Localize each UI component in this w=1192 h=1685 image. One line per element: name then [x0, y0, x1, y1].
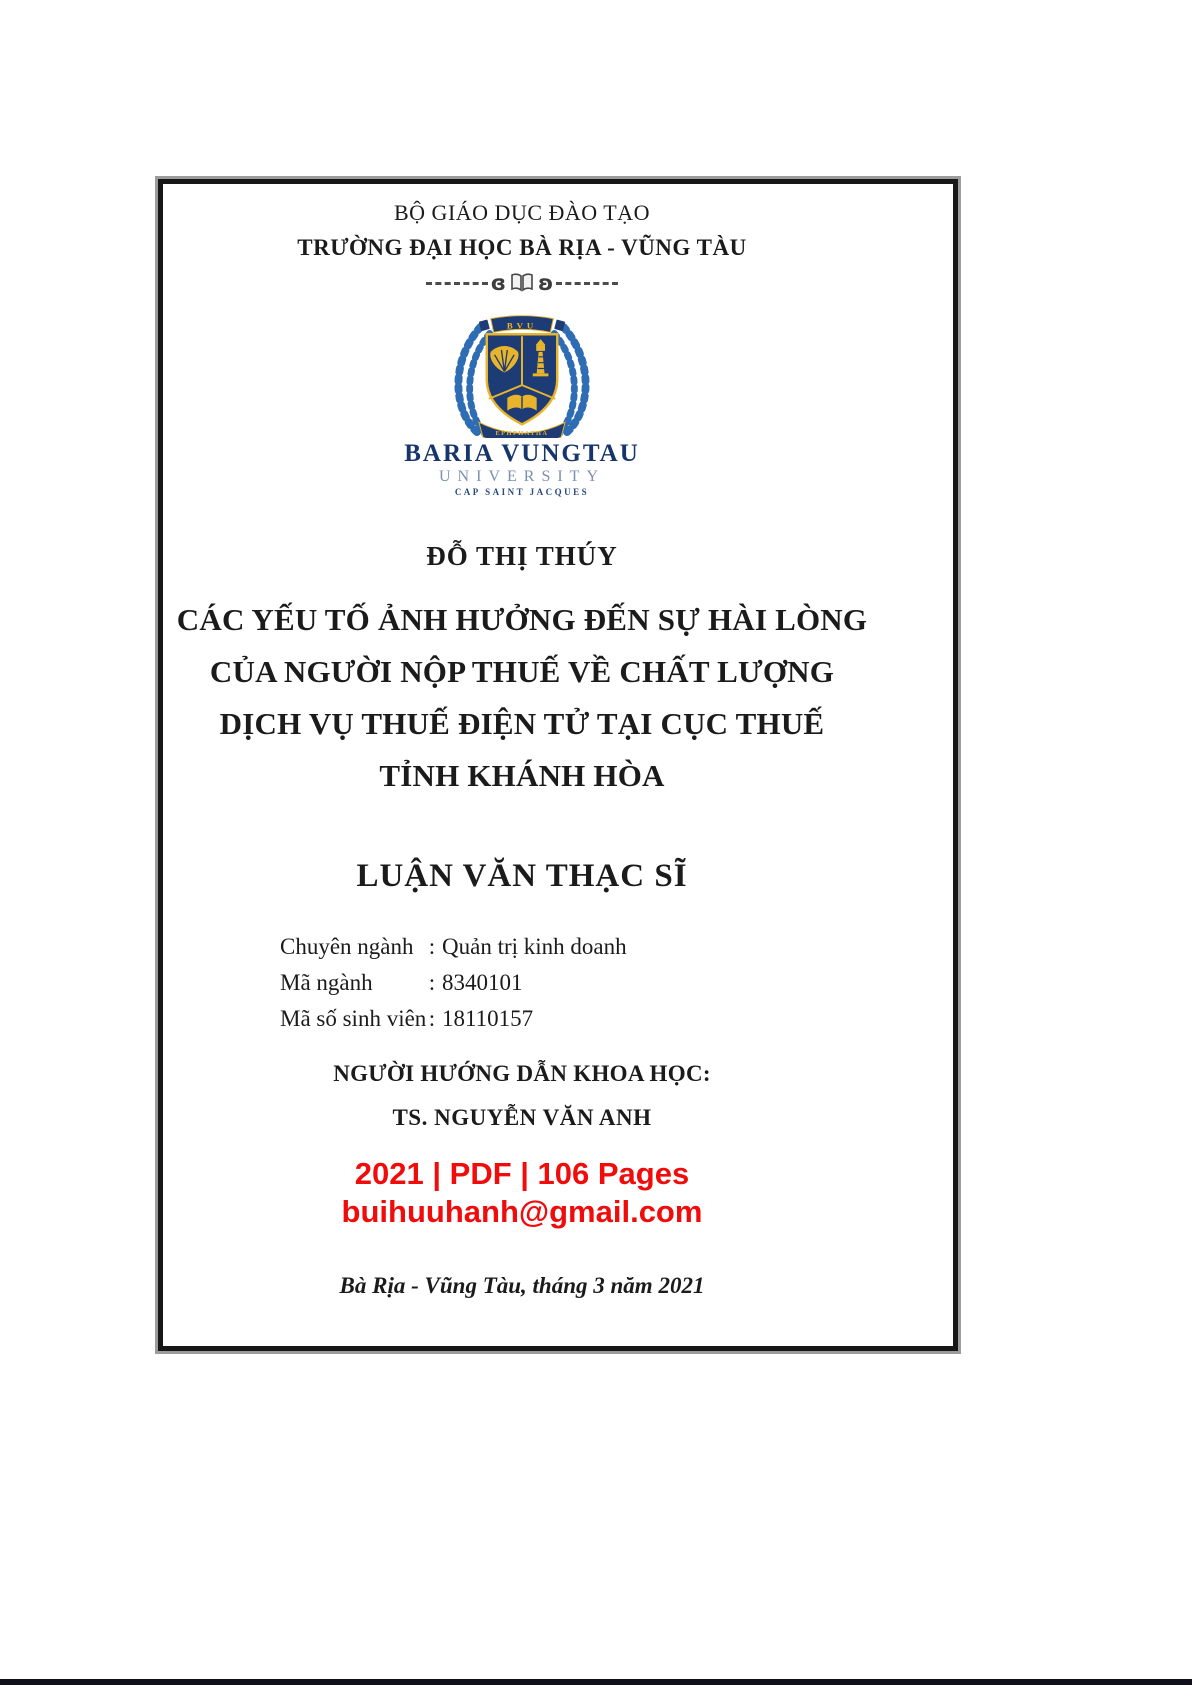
bottom-edge-bar: [0, 1679, 1192, 1685]
logo-wordmark-tagline: CAP SAINT JACQUES: [454, 487, 590, 497]
ornament-divider: [163, 270, 881, 296]
detail-row: [280, 1001, 881, 1037]
watermark-email: buihuuhanh@gmail.com: [341, 1194, 703, 1229]
detail-label: Mã số sinh viên: [280, 1006, 427, 1031]
watermark-info: [163, 1155, 881, 1231]
author-name: ĐỖ THỊ THÚY: [426, 541, 618, 571]
detail-row: [280, 965, 881, 1001]
university-logo: [163, 301, 881, 497]
ministry-name: BỘ GIÁO DỤC ĐÀO TẠO: [394, 200, 650, 225]
detail-separator: :: [428, 970, 436, 995]
degree-heading: LUẬN VĂN THẠC SĨ: [356, 858, 688, 894]
footer-place-date: Bà Rịa - Vũng Tàu, tháng 3 năm 2021: [339, 1273, 705, 1298]
ornament-dash-line: [556, 282, 618, 285]
supervisor-name: TS. NGUYỄN VĂN ANH: [392, 1105, 652, 1130]
thesis-title-line: DỊCH VỤ THUẾ ĐIỆN TỬ TẠI CỤC THUẾ: [219, 706, 825, 741]
thesis-title-line: CỦA NGƯỜI NỘP THUẾ VỀ CHẤT LƯỢNG: [209, 654, 835, 689]
logo-wordmark-primary: BARIA VUNGTAU: [404, 440, 640, 467]
detail-label: Chuyên ngành: [280, 934, 414, 959]
details-list: [280, 929, 881, 1037]
detail-value: Quản trị kinh doanh: [442, 934, 627, 959]
thesis-title-line: TỈNH KHÁNH HÒA: [379, 758, 665, 793]
page-frame: [158, 179, 958, 1351]
logo-wordmark-secondary: UNIVERSITY: [439, 468, 605, 485]
ornament-flourish-left: ɞ: [490, 270, 506, 295]
ornament-dash-line: [426, 282, 488, 285]
university-name: TRƯỜNG ĐẠI HỌC BÀ RỊA - VŨNG TÀU: [297, 235, 747, 260]
detail-label: Mã ngành: [280, 970, 373, 995]
bvu-emblem-icon: [424, 301, 620, 438]
detail-separator: :: [428, 934, 436, 959]
detail-separator: :: [428, 1006, 436, 1031]
supervisor-heading: NGƯỜI HƯỚNG DẪN KHOA HỌC:: [333, 1061, 711, 1086]
thesis-title-line: CÁC YẾU TỐ ẢNH HƯỞNG ĐẾN SỰ HÀI LÒNG: [176, 602, 868, 637]
open-book-icon: [509, 272, 535, 294]
logo-monogram: BVU: [506, 320, 538, 331]
detail-row: [280, 929, 881, 965]
detail-value: 18110157: [442, 1006, 534, 1031]
page-content: [163, 200, 881, 1299]
watermark-meta-line: 2021 | PDF | 106 Pages: [354, 1156, 690, 1191]
thesis-title: [163, 594, 881, 802]
ornament-flourish-right: ʚ: [538, 270, 554, 295]
logo-motto: EPHPHATHA: [495, 430, 549, 438]
detail-value: 8340101: [442, 970, 523, 995]
